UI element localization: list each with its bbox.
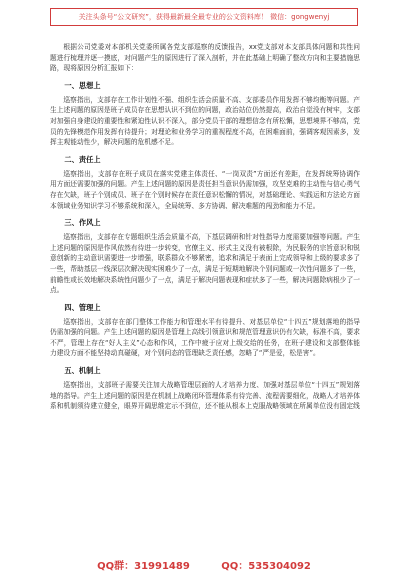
section-paragraph: 巡察指出，支部存在工作计划性不强、组织生活会质量不高、支部委员作用发挥不够均衡等问题。产生上述问题的原因是班子成员存在思想认识不到位的问题，政治站位仍然提高，政治自觉没有树牢，支部对加强自身建设的重要性和紧迫性认识不深入，部分党员干部的理想信念有所松懈，思想境界不够高，党员的先锋模范作用发挥有待提升；对理论和业务学习的重视程度不高，在困难面前，强调客观因素多，发挥主观能动性少，解决问题的危机感不足。 <box>50 95 360 147</box>
section-heading-management: 四、管理上 <box>64 302 101 312</box>
qq-text: QQ：535304092 <box>221 561 311 572</box>
section-heading-responsibility: 二、责任上 <box>64 154 101 164</box>
promo-banner: 关注头条号“公文研究”，获得最新最全最专业的公文资料库！ 微信：gongwenyj <box>50 8 358 26</box>
section-paragraph: 巡察指出，支部存在专题组织生活会质量不高，下基层调研和针对性指导力度需要加强等问题。产生上述问题的原因是作风依然有待进一步转变，官僚主义、形式主义没有被根除，为民服务的宗旨意识和锐意创新的主动意识需要进一步增强，联系群众不够紧密，追求和满足于表面上完成领导和上级的要求多了一些，帮助基层一线深层次解决现实困难少了一点，满足于短期地解决个别问题或一次性问题多了一些，前瞻性或长效地解决系统性问题少了一点，满足于解决问题表现和症状多了一些，解决问题除病根少了一点。 <box>50 233 360 295</box>
section-heading-style: 三、作风上 <box>64 218 101 228</box>
qq-group-text: QQ群：31991489 <box>97 561 190 572</box>
section-paragraph: 巡察指出，支部存在班子成员在落实党建主体责任、“一岗双责”方面还有差距，在发挥统筹协调作用方面还需要加强的问题。产生上述问题的原因是责任担当意识仍需加强，攻坚克难的主动性与信心勇气存在欠缺，班子个别成员、班子在个别时候存在责任意识松懈的情况，对基础理论、实践运和方法论方面本领域业务知识学习不够系统和深入，全局统筹、多方协调、解决难题的闯劲和能力不足。 <box>50 169 360 210</box>
section-paragraph: 巡察指出，支部班子需要关注加大战略管理层面的人才培养力度、加强对基层单位“十四五”规划落地的指导。产生上述问题的原因是在机制上战略闭环管理体系有待完善、流程需要细化，战略人才培养体系和机制须待建立健全，眼界开阔思维定示不到位，还不能从根本上克服战略领域在所属单位没有固定线 <box>50 381 360 411</box>
contact-footer <box>0 557 408 572</box>
document-body <box>50 42 360 412</box>
section-heading-mechanism: 五、机制上 <box>64 366 101 376</box>
section-heading-thought: 一、思想上 <box>64 80 101 90</box>
section-paragraph: 巡察指出，支部存在部门整体工作能力和管理水平有待提升、对基层单位“十四五”规划落地的指导仍需加强的问题。产生上述问题的原因是管理上高线引领意识和规范管理意识仍有欠缺，标准不高，要求不严，管理上存在“好人主义”心态和作风，工作中疲于应对上级交给的任务，在班子建设和支部整体能力建设方面不能坚持动真碰硬，对个别问态的管理缺乏责任感，忽略了“严是爱，松是害”。 <box>50 317 360 358</box>
intro-paragraph: 根据公司党委对本部机关党委所属各党支部巡察的反馈报告，xx党支部对本支部具体问题和共性问题进行梳理并逐一摸底，对问题产生的原因进行了深入剖析，并在此基础上明确了整改方向和主要措施思路，现将原因分析汇报如下： <box>50 43 360 73</box>
